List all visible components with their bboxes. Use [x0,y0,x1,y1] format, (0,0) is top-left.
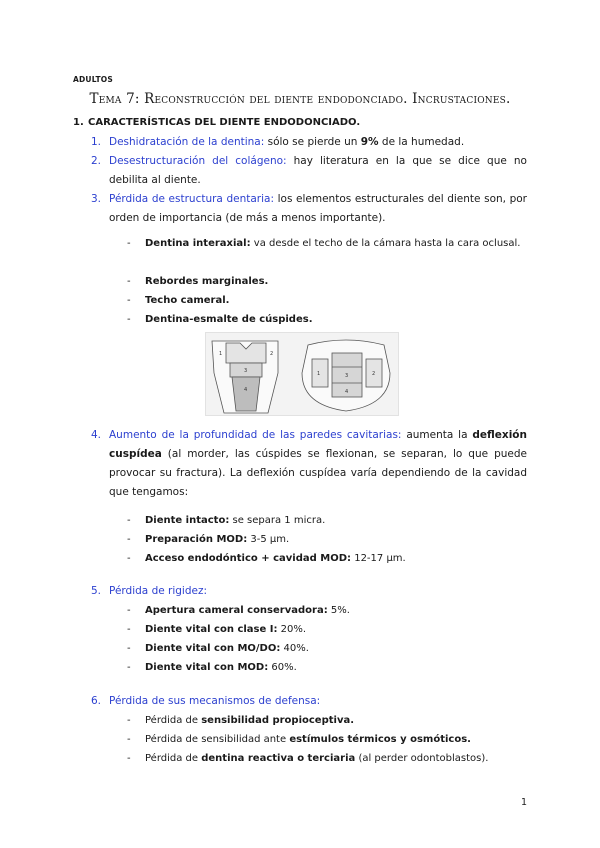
item-text: Pérdida de estructura dentaria: los elementos estructurales del diente son, por orden de importancia (de más a menos importante). [109,193,527,224]
item-text [109,692,527,711]
item-link-text: Pérdida de sus mecanismos de defensa: [109,695,321,707]
diagram-label: 4 [345,389,349,395]
item-link-text: Desestructuración del colágeno: [109,155,287,167]
diagram-label: 1 [219,351,223,357]
sub-item: - Diente intacto: se separa 1 micra. [127,515,326,526]
item-number: 2. [91,155,102,167]
list-item [91,692,527,711]
item-link-text: Deshidratación de la dentina: [109,136,265,148]
item-number: 4. [91,429,102,441]
item-text: Desestructuración del colágeno: hay literatura en la que se dice que no debilita al diente. [109,155,527,186]
item-text [109,582,527,601]
item-number: 5. [91,585,102,597]
sub-item: - Acceso endodóntico + cavidad MOD: 12-17 μm. [127,553,406,564]
section-number: 1. [73,117,84,128]
sub-item: - Apertura cameral conservadora: 5%. [127,605,350,616]
list-item [91,152,527,190]
sub-item: - Preparación MOD: 3-5 μm. [127,534,290,545]
header-label: ADULTOS [73,75,113,84]
sub-item: - Diente vital con MO/DO: 40%. [127,643,309,654]
page-number: 1 [521,797,528,808]
sub-item: - Diente vital con MOD: 60%. [127,662,297,673]
item-number: 6. [91,695,102,707]
list-item [91,133,527,152]
sub-item: - Dentina interaxial: va desde el techo de la cámara hasta la cara oclusal. [127,238,521,249]
sub-item: - Diente vital con clase I: 20%. [127,624,307,635]
document-title: Tema 7: Reconstrucción del diente endodonciado. Incrustaciones. [89,91,511,107]
tooth-diagram-figure [205,332,399,416]
tooth-diagram [206,333,398,415]
sub-item: - Pérdida de dentina reactiva o terciaria (al perder odontoblastos). [127,753,489,764]
item-number: 3. [91,193,102,205]
item-link-text: Pérdida de estructura dentaria: [109,193,275,205]
diagram-label: 4 [244,387,248,393]
sub-item: - Rebordes marginales. [127,276,269,287]
diagram-label: 2 [270,351,274,357]
left-tooth-root [232,377,260,411]
item-link-text: Pérdida de rigidez: [109,585,208,597]
diagram-label: 3 [345,373,349,379]
item-number: 1. [91,136,102,148]
item-text: Deshidratación de la dentina: sólo se pierde un 9% de la humedad. [109,136,465,148]
list-item [91,190,527,228]
sub-item: - Techo cameral. [127,295,230,306]
sub-item: - Dentina-esmalte de cúspides. [127,314,313,325]
sub-item: - Pérdida de sensibilidad propioceptiva. [127,715,355,726]
item-link-text: Aumento de la profundidad de las paredes cavitarias: [109,429,402,441]
diagram-label: 1 [317,371,321,377]
diagram-label: 2 [372,371,376,377]
diagram-label: 3 [244,368,248,374]
list-item [91,582,527,601]
list-item [91,426,527,502]
sub-item: - Pérdida de sensibilidad ante estímulos térmicos y osmóticos. [127,734,471,745]
section-heading [73,117,360,128]
section-heading-text: CARACTERÍSTICAS DEL DIENTE ENDODONCIADO. [88,117,361,128]
item-text: Aumento de la profundidad de las paredes cavitarias: aumenta la deflexión cuspídea (al morder, las cúspides se flexionan, se separan, lo que puede provocar su fractura). La deflexión cuspídea varía dependiendo de la cavidad que tengamos: [109,429,527,498]
